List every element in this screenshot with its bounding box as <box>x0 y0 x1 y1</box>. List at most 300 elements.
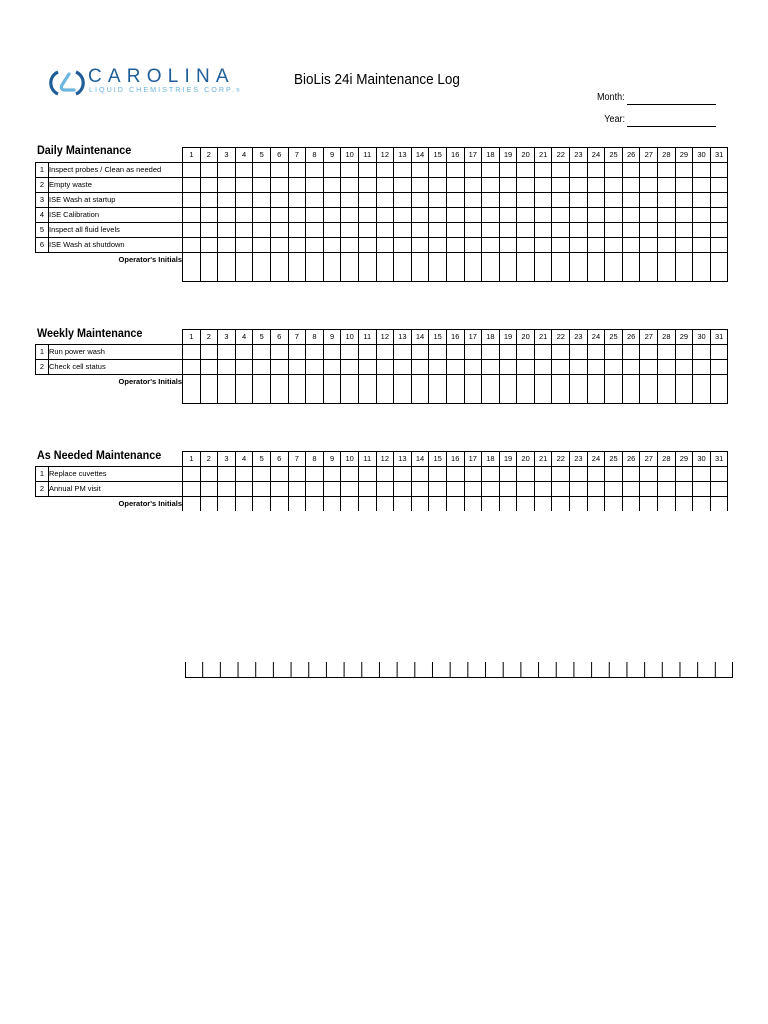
check-cell[interactable] <box>482 178 500 193</box>
check-cell[interactable] <box>288 467 306 482</box>
initials-cell[interactable] <box>552 375 570 404</box>
year-field[interactable] <box>627 126 716 127</box>
check-cell[interactable] <box>376 360 394 375</box>
check-cell[interactable] <box>640 208 658 223</box>
initials-cell[interactable] <box>183 497 201 512</box>
check-cell[interactable] <box>534 345 552 360</box>
check-cell[interactable] <box>270 163 288 178</box>
check-cell[interactable] <box>693 208 711 223</box>
check-cell[interactable] <box>517 223 535 238</box>
check-cell[interactable] <box>570 345 588 360</box>
check-cell[interactable] <box>534 163 552 178</box>
check-cell[interactable] <box>358 223 376 238</box>
check-cell[interactable] <box>323 482 341 497</box>
initials-cell[interactable] <box>288 253 306 282</box>
check-cell[interactable] <box>200 467 218 482</box>
initials-cell[interactable] <box>394 375 412 404</box>
check-cell[interactable] <box>270 345 288 360</box>
initials-cell[interactable] <box>323 375 341 404</box>
check-cell[interactable] <box>183 193 201 208</box>
check-cell[interactable] <box>288 193 306 208</box>
initials-cell[interactable] <box>358 375 376 404</box>
check-cell[interactable] <box>570 223 588 238</box>
check-cell[interactable] <box>552 163 570 178</box>
initials-cell[interactable] <box>183 253 201 282</box>
check-cell[interactable] <box>675 163 693 178</box>
initials-cell[interactable] <box>464 253 482 282</box>
check-cell[interactable] <box>446 482 464 497</box>
check-cell[interactable] <box>534 360 552 375</box>
initials-cell[interactable] <box>323 253 341 282</box>
check-cell[interactable] <box>534 223 552 238</box>
check-cell[interactable] <box>341 360 359 375</box>
check-cell[interactable] <box>605 178 623 193</box>
check-cell[interactable] <box>394 360 412 375</box>
check-cell[interactable] <box>570 238 588 253</box>
initials-cell[interactable] <box>446 497 464 512</box>
check-cell[interactable] <box>341 482 359 497</box>
check-cell[interactable] <box>288 208 306 223</box>
check-cell[interactable] <box>464 360 482 375</box>
check-cell[interactable] <box>306 360 324 375</box>
check-cell[interactable] <box>446 360 464 375</box>
check-cell[interactable] <box>253 223 271 238</box>
check-cell[interactable] <box>288 163 306 178</box>
month-field[interactable] <box>627 104 716 105</box>
initials-cell[interactable] <box>605 253 623 282</box>
check-cell[interactable] <box>253 482 271 497</box>
check-cell[interactable] <box>464 193 482 208</box>
initials-cell[interactable] <box>358 497 376 512</box>
initials-cell[interactable] <box>306 253 324 282</box>
check-cell[interactable] <box>253 238 271 253</box>
check-cell[interactable] <box>253 193 271 208</box>
check-cell[interactable] <box>200 193 218 208</box>
check-cell[interactable] <box>605 360 623 375</box>
initials-cell[interactable] <box>218 375 236 404</box>
check-cell[interactable] <box>411 163 429 178</box>
check-cell[interactable] <box>693 163 711 178</box>
initials-cell[interactable] <box>376 253 394 282</box>
initials-cell[interactable] <box>570 497 588 512</box>
check-cell[interactable] <box>235 163 253 178</box>
check-cell[interactable] <box>693 467 711 482</box>
initials-cell[interactable] <box>253 375 271 404</box>
check-cell[interactable] <box>429 360 447 375</box>
initials-cell[interactable] <box>482 497 500 512</box>
check-cell[interactable] <box>605 223 623 238</box>
check-cell[interactable] <box>693 482 711 497</box>
check-cell[interactable] <box>358 360 376 375</box>
check-cell[interactable] <box>341 238 359 253</box>
initials-cell[interactable] <box>499 497 517 512</box>
check-cell[interactable] <box>587 178 605 193</box>
check-cell[interactable] <box>640 360 658 375</box>
initials-cell[interactable] <box>270 497 288 512</box>
check-cell[interactable] <box>622 238 640 253</box>
initials-cell[interactable] <box>341 253 359 282</box>
check-cell[interactable] <box>658 238 676 253</box>
initials-cell[interactable] <box>605 497 623 512</box>
check-cell[interactable] <box>200 223 218 238</box>
check-cell[interactable] <box>517 467 535 482</box>
initials-cell[interactable] <box>675 253 693 282</box>
check-cell[interactable] <box>552 238 570 253</box>
check-cell[interactable] <box>411 208 429 223</box>
initials-cell[interactable] <box>341 497 359 512</box>
initials-cell[interactable] <box>658 375 676 404</box>
check-cell[interactable] <box>570 163 588 178</box>
check-cell[interactable] <box>446 467 464 482</box>
initials-cell[interactable] <box>693 375 711 404</box>
check-cell[interactable] <box>534 208 552 223</box>
initials-cell[interactable] <box>306 497 324 512</box>
check-cell[interactable] <box>323 163 341 178</box>
initials-cell[interactable] <box>270 375 288 404</box>
check-cell[interactable] <box>376 467 394 482</box>
check-cell[interactable] <box>675 208 693 223</box>
check-cell[interactable] <box>675 467 693 482</box>
check-cell[interactable] <box>183 467 201 482</box>
initials-cell[interactable] <box>640 253 658 282</box>
check-cell[interactable] <box>710 467 728 482</box>
initials-cell[interactable] <box>640 375 658 404</box>
check-cell[interactable] <box>622 193 640 208</box>
check-cell[interactable] <box>358 178 376 193</box>
check-cell[interactable] <box>464 208 482 223</box>
check-cell[interactable] <box>235 482 253 497</box>
initials-cell[interactable] <box>288 375 306 404</box>
check-cell[interactable] <box>499 208 517 223</box>
check-cell[interactable] <box>640 193 658 208</box>
check-cell[interactable] <box>394 482 412 497</box>
check-cell[interactable] <box>253 208 271 223</box>
initials-cell[interactable] <box>622 253 640 282</box>
check-cell[interactable] <box>517 208 535 223</box>
check-cell[interactable] <box>640 178 658 193</box>
check-cell[interactable] <box>640 238 658 253</box>
check-cell[interactable] <box>200 238 218 253</box>
check-cell[interactable] <box>587 208 605 223</box>
initials-cell[interactable] <box>218 497 236 512</box>
check-cell[interactable] <box>464 238 482 253</box>
check-cell[interactable] <box>622 178 640 193</box>
check-cell[interactable] <box>341 223 359 238</box>
check-cell[interactable] <box>341 178 359 193</box>
check-cell[interactable] <box>218 193 236 208</box>
initials-cell[interactable] <box>622 375 640 404</box>
check-cell[interactable] <box>253 467 271 482</box>
check-cell[interactable] <box>323 223 341 238</box>
check-cell[interactable] <box>394 345 412 360</box>
check-cell[interactable] <box>622 223 640 238</box>
check-cell[interactable] <box>429 467 447 482</box>
initials-cell[interactable] <box>552 497 570 512</box>
check-cell[interactable] <box>464 467 482 482</box>
check-cell[interactable] <box>587 467 605 482</box>
check-cell[interactable] <box>218 163 236 178</box>
check-cell[interactable] <box>218 238 236 253</box>
check-cell[interactable] <box>446 345 464 360</box>
check-cell[interactable] <box>464 345 482 360</box>
check-cell[interactable] <box>235 467 253 482</box>
check-cell[interactable] <box>306 482 324 497</box>
check-cell[interactable] <box>534 193 552 208</box>
initials-cell[interactable] <box>235 375 253 404</box>
initials-cell[interactable] <box>200 253 218 282</box>
check-cell[interactable] <box>658 345 676 360</box>
check-cell[interactable] <box>482 223 500 238</box>
check-cell[interactable] <box>517 163 535 178</box>
check-cell[interactable] <box>640 482 658 497</box>
check-cell[interactable] <box>552 345 570 360</box>
check-cell[interactable] <box>376 208 394 223</box>
check-cell[interactable] <box>534 467 552 482</box>
initials-cell[interactable] <box>200 375 218 404</box>
check-cell[interactable] <box>394 178 412 193</box>
check-cell[interactable] <box>570 360 588 375</box>
initials-cell[interactable] <box>270 253 288 282</box>
check-cell[interactable] <box>358 193 376 208</box>
check-cell[interactable] <box>552 482 570 497</box>
check-cell[interactable] <box>429 345 447 360</box>
initials-cell[interactable] <box>710 497 728 512</box>
initials-cell[interactable] <box>710 375 728 404</box>
initials-cell[interactable] <box>570 375 588 404</box>
initials-cell[interactable] <box>464 497 482 512</box>
initials-cell[interactable] <box>534 375 552 404</box>
initials-cell[interactable] <box>429 497 447 512</box>
check-cell[interactable] <box>534 238 552 253</box>
initials-cell[interactable] <box>570 253 588 282</box>
initials-cell[interactable] <box>446 253 464 282</box>
check-cell[interactable] <box>323 193 341 208</box>
check-cell[interactable] <box>306 208 324 223</box>
check-cell[interactable] <box>429 163 447 178</box>
check-cell[interactable] <box>693 178 711 193</box>
check-cell[interactable] <box>675 360 693 375</box>
check-cell[interactable] <box>640 345 658 360</box>
check-cell[interactable] <box>710 163 728 178</box>
check-cell[interactable] <box>499 467 517 482</box>
check-cell[interactable] <box>411 193 429 208</box>
check-cell[interactable] <box>218 360 236 375</box>
check-cell[interactable] <box>534 482 552 497</box>
check-cell[interactable] <box>288 482 306 497</box>
check-cell[interactable] <box>183 223 201 238</box>
check-cell[interactable] <box>675 193 693 208</box>
check-cell[interactable] <box>622 482 640 497</box>
check-cell[interactable] <box>464 163 482 178</box>
check-cell[interactable] <box>464 178 482 193</box>
check-cell[interactable] <box>411 360 429 375</box>
check-cell[interactable] <box>675 238 693 253</box>
check-cell[interactable] <box>658 360 676 375</box>
check-cell[interactable] <box>710 238 728 253</box>
check-cell[interactable] <box>341 193 359 208</box>
check-cell[interactable] <box>358 345 376 360</box>
check-cell[interactable] <box>429 208 447 223</box>
check-cell[interactable] <box>587 193 605 208</box>
check-cell[interactable] <box>587 482 605 497</box>
check-cell[interactable] <box>288 223 306 238</box>
check-cell[interactable] <box>394 163 412 178</box>
initials-cell[interactable] <box>323 497 341 512</box>
check-cell[interactable] <box>270 482 288 497</box>
check-cell[interactable] <box>341 467 359 482</box>
check-cell[interactable] <box>341 345 359 360</box>
check-cell[interactable] <box>552 360 570 375</box>
check-cell[interactable] <box>323 208 341 223</box>
check-cell[interactable] <box>358 208 376 223</box>
initials-cell[interactable] <box>517 497 535 512</box>
initials-cell[interactable] <box>394 253 412 282</box>
check-cell[interactable] <box>218 223 236 238</box>
check-cell[interactable] <box>411 238 429 253</box>
check-cell[interactable] <box>552 193 570 208</box>
check-cell[interactable] <box>376 482 394 497</box>
initials-cell[interactable] <box>376 375 394 404</box>
check-cell[interactable] <box>570 467 588 482</box>
check-cell[interactable] <box>499 360 517 375</box>
check-cell[interactable] <box>552 223 570 238</box>
check-cell[interactable] <box>605 238 623 253</box>
initials-cell[interactable] <box>482 375 500 404</box>
check-cell[interactable] <box>482 238 500 253</box>
check-cell[interactable] <box>482 360 500 375</box>
check-cell[interactable] <box>270 223 288 238</box>
initials-cell[interactable] <box>411 497 429 512</box>
check-cell[interactable] <box>235 238 253 253</box>
check-cell[interactable] <box>183 163 201 178</box>
check-cell[interactable] <box>270 178 288 193</box>
check-cell[interactable] <box>605 482 623 497</box>
check-cell[interactable] <box>394 223 412 238</box>
initials-cell[interactable] <box>587 497 605 512</box>
check-cell[interactable] <box>517 178 535 193</box>
check-cell[interactable] <box>306 223 324 238</box>
initials-cell[interactable] <box>534 497 552 512</box>
check-cell[interactable] <box>658 163 676 178</box>
check-cell[interactable] <box>218 345 236 360</box>
check-cell[interactable] <box>411 345 429 360</box>
initials-cell[interactable] <box>482 253 500 282</box>
check-cell[interactable] <box>446 178 464 193</box>
check-cell[interactable] <box>587 223 605 238</box>
initials-cell[interactable] <box>200 497 218 512</box>
check-cell[interactable] <box>587 360 605 375</box>
check-cell[interactable] <box>411 223 429 238</box>
check-cell[interactable] <box>253 178 271 193</box>
check-cell[interactable] <box>200 360 218 375</box>
check-cell[interactable] <box>710 193 728 208</box>
check-cell[interactable] <box>499 482 517 497</box>
check-cell[interactable] <box>675 178 693 193</box>
initials-cell[interactable] <box>429 253 447 282</box>
check-cell[interactable] <box>710 345 728 360</box>
check-cell[interactable] <box>640 223 658 238</box>
check-cell[interactable] <box>235 208 253 223</box>
initials-cell[interactable] <box>464 375 482 404</box>
check-cell[interactable] <box>376 178 394 193</box>
check-cell[interactable] <box>306 193 324 208</box>
check-cell[interactable] <box>622 163 640 178</box>
check-cell[interactable] <box>270 467 288 482</box>
check-cell[interactable] <box>517 360 535 375</box>
initials-cell[interactable] <box>622 497 640 512</box>
check-cell[interactable] <box>587 163 605 178</box>
check-cell[interactable] <box>235 345 253 360</box>
initials-cell[interactable] <box>534 253 552 282</box>
initials-cell[interactable] <box>446 375 464 404</box>
check-cell[interactable] <box>464 223 482 238</box>
check-cell[interactable] <box>358 163 376 178</box>
check-cell[interactable] <box>622 345 640 360</box>
check-cell[interactable] <box>552 178 570 193</box>
initials-cell[interactable] <box>499 253 517 282</box>
check-cell[interactable] <box>552 467 570 482</box>
check-cell[interactable] <box>675 223 693 238</box>
check-cell[interactable] <box>376 223 394 238</box>
initials-cell[interactable] <box>675 375 693 404</box>
check-cell[interactable] <box>587 345 605 360</box>
check-cell[interactable] <box>376 163 394 178</box>
check-cell[interactable] <box>622 467 640 482</box>
check-cell[interactable] <box>218 482 236 497</box>
check-cell[interactable] <box>394 467 412 482</box>
check-cell[interactable] <box>640 467 658 482</box>
check-cell[interactable] <box>323 360 341 375</box>
check-cell[interactable] <box>658 482 676 497</box>
check-cell[interactable] <box>394 238 412 253</box>
check-cell[interactable] <box>675 345 693 360</box>
check-cell[interactable] <box>693 360 711 375</box>
initials-cell[interactable] <box>394 497 412 512</box>
check-cell[interactable] <box>658 223 676 238</box>
check-cell[interactable] <box>270 238 288 253</box>
check-cell[interactable] <box>253 345 271 360</box>
check-cell[interactable] <box>499 178 517 193</box>
check-cell[interactable] <box>183 360 201 375</box>
check-cell[interactable] <box>464 482 482 497</box>
check-cell[interactable] <box>429 238 447 253</box>
check-cell[interactable] <box>306 467 324 482</box>
check-cell[interactable] <box>270 360 288 375</box>
check-cell[interactable] <box>411 178 429 193</box>
check-cell[interactable] <box>429 193 447 208</box>
initials-cell[interactable] <box>376 497 394 512</box>
check-cell[interactable] <box>253 360 271 375</box>
initials-cell[interactable] <box>288 497 306 512</box>
initials-cell[interactable] <box>411 375 429 404</box>
check-cell[interactable] <box>658 467 676 482</box>
check-cell[interactable] <box>288 345 306 360</box>
initials-cell[interactable] <box>675 497 693 512</box>
check-cell[interactable] <box>323 178 341 193</box>
check-cell[interactable] <box>482 208 500 223</box>
check-cell[interactable] <box>482 193 500 208</box>
check-cell[interactable] <box>306 238 324 253</box>
check-cell[interactable] <box>183 208 201 223</box>
check-cell[interactable] <box>323 345 341 360</box>
check-cell[interactable] <box>183 482 201 497</box>
check-cell[interactable] <box>411 467 429 482</box>
check-cell[interactable] <box>570 208 588 223</box>
check-cell[interactable] <box>376 238 394 253</box>
check-cell[interactable] <box>675 482 693 497</box>
check-cell[interactable] <box>446 223 464 238</box>
check-cell[interactable] <box>323 467 341 482</box>
